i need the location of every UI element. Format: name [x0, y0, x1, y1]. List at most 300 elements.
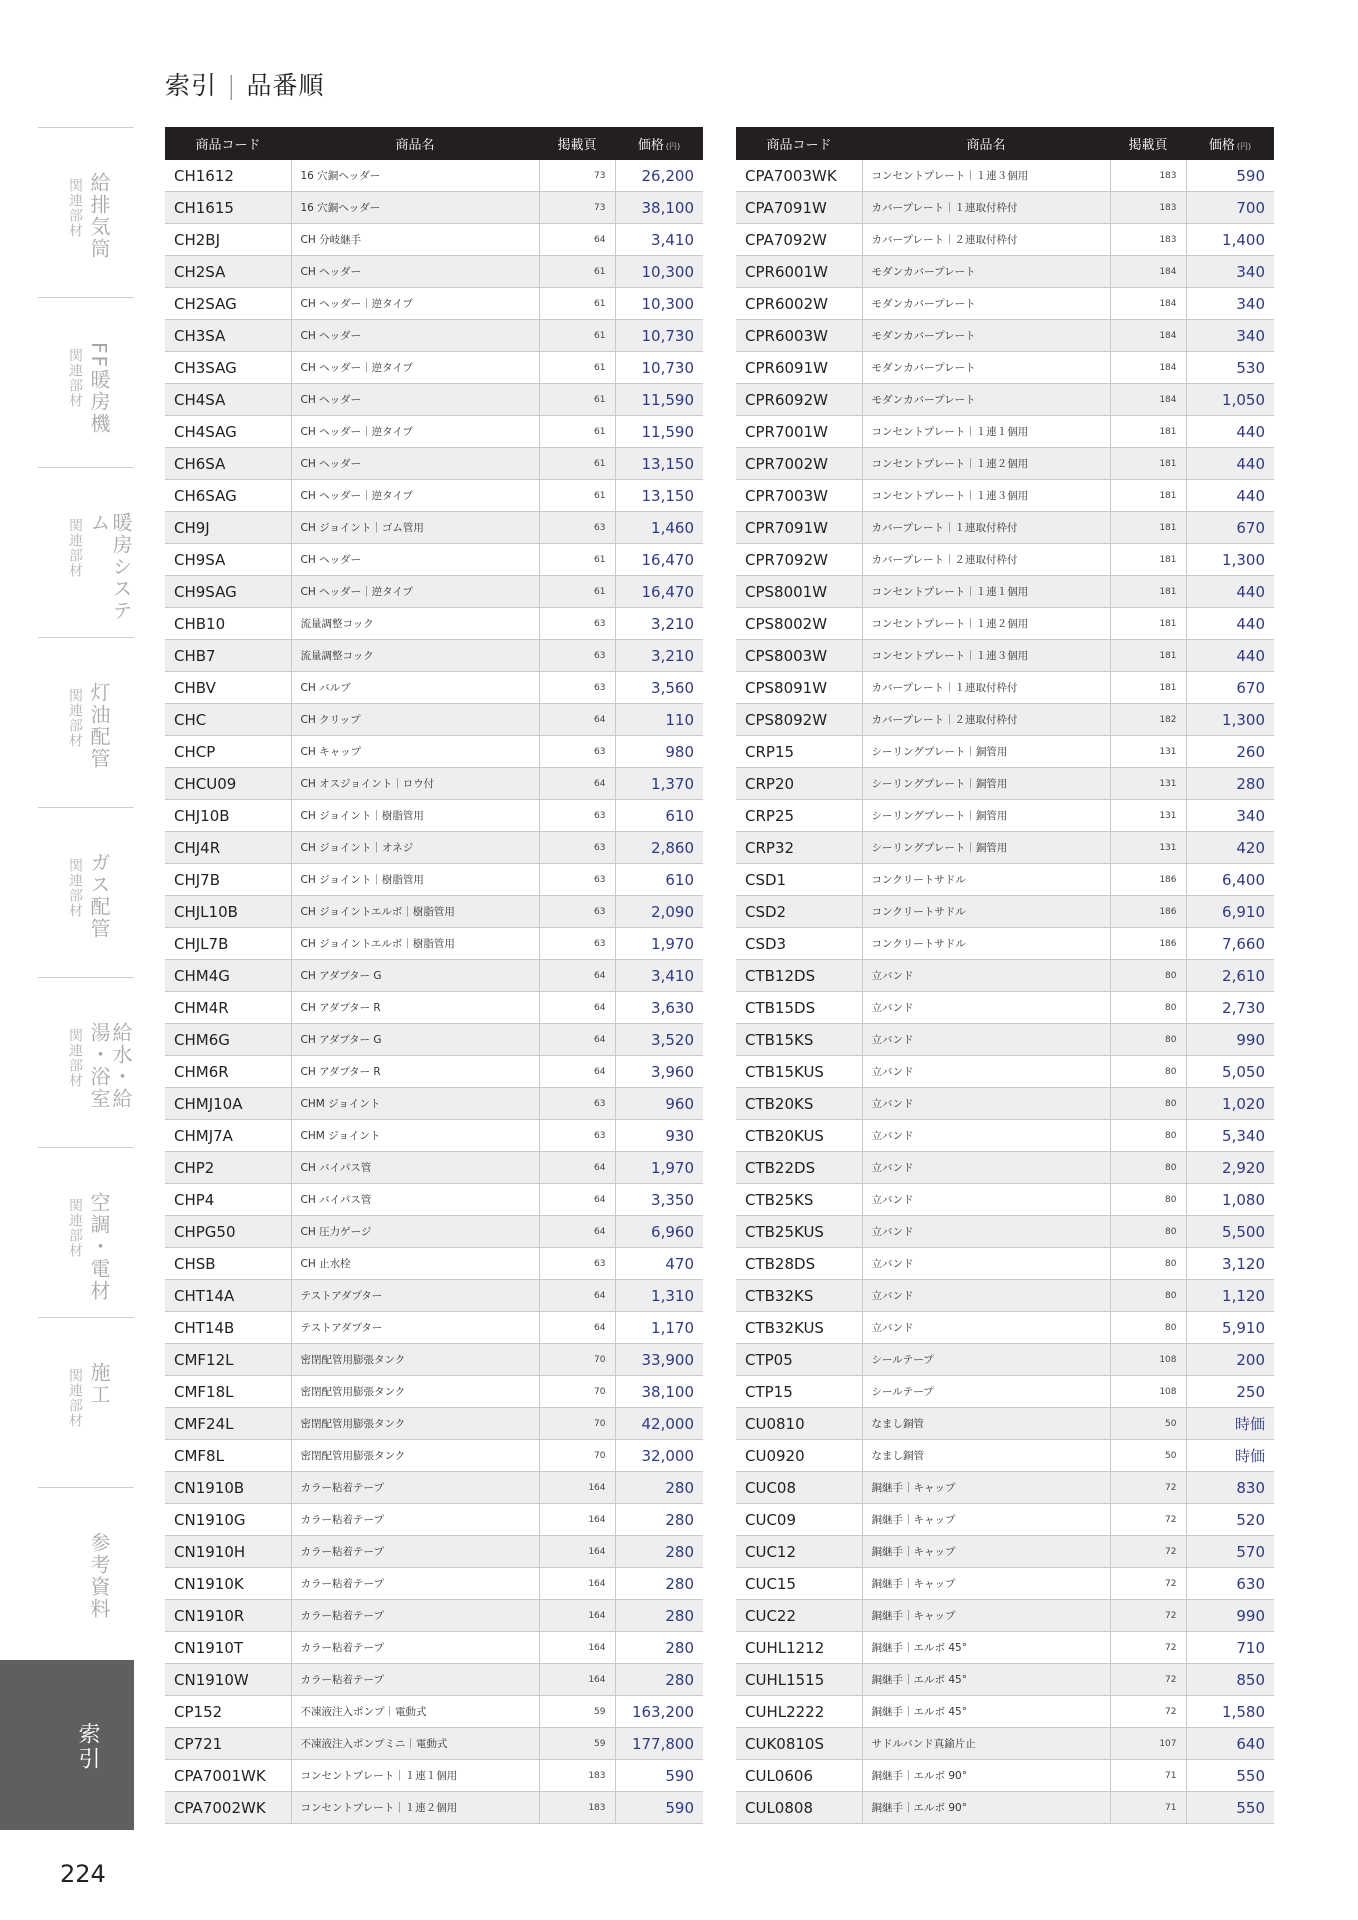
table-row: [736, 1568, 1274, 1600]
product-name: CH ジョイント｜樹脂管用: [291, 800, 539, 832]
price: 6,960: [615, 1216, 703, 1248]
header-name: 商品名: [291, 127, 539, 160]
product-name: CH ヘッダー: [291, 256, 539, 288]
sidebar-item-sublabel: 関連部材: [67, 518, 83, 578]
sidebar-item-label: 灯油配管: [87, 682, 111, 770]
catalog-page: 80: [1110, 1056, 1186, 1088]
catalog-page: 63: [539, 1088, 615, 1120]
product-name: コンクリートサドル: [862, 864, 1110, 896]
price: 13,150: [615, 480, 703, 512]
price: 16,470: [615, 544, 703, 576]
catalog-page: 63: [539, 928, 615, 960]
table-row: [165, 960, 703, 992]
catalog-page: 61: [539, 288, 615, 320]
sidebar-item-label: 索引: [75, 1722, 100, 1772]
table-row: [165, 1088, 703, 1120]
header-name: 商品名: [862, 127, 1110, 160]
price: 11,590: [615, 384, 703, 416]
sidebar-item[interactable]: [38, 1317, 134, 1488]
catalog-page: 108: [1110, 1376, 1186, 1408]
product-name: CH オスジョイント｜ロウ付: [291, 768, 539, 800]
product-name: 密閉配管用膨張タンク: [291, 1344, 539, 1376]
table-row: [736, 1312, 1274, 1344]
price: 1,970: [615, 928, 703, 960]
product-code: CPR7001W: [736, 416, 862, 448]
table-row: [736, 384, 1274, 416]
table-row: [736, 864, 1274, 896]
table-row: [736, 1248, 1274, 1280]
product-name: CH アダプター R: [291, 1056, 539, 1088]
table-row: [736, 192, 1274, 224]
product-code: CHSB: [165, 1248, 291, 1280]
table-row: [736, 832, 1274, 864]
product-code: CTB15KS: [736, 1024, 862, 1056]
product-code: CUHL2222: [736, 1696, 862, 1728]
price: 3,560: [615, 672, 703, 704]
product-code: CN1910R: [165, 1600, 291, 1632]
product-name: CH ヘッダー｜逆タイプ: [291, 480, 539, 512]
catalog-page: 63: [539, 800, 615, 832]
product-code: CH4SAG: [165, 416, 291, 448]
product-code: CSD3: [736, 928, 862, 960]
price: 7,660: [1186, 928, 1274, 960]
catalog-page: 72: [1110, 1472, 1186, 1504]
price: 5,340: [1186, 1120, 1274, 1152]
table-row: [736, 224, 1274, 256]
sidebar-item[interactable]: [38, 467, 134, 638]
catalog-page: 71: [1110, 1792, 1186, 1824]
product-name: CH ヘッダー｜逆タイプ: [291, 288, 539, 320]
sidebar-item-sublabel: 関連部材: [67, 1198, 83, 1258]
price: 550: [1186, 1760, 1274, 1792]
catalog-page: 182: [1110, 704, 1186, 736]
header-code: 商品コード: [165, 127, 291, 160]
product-name: CH クリップ: [291, 704, 539, 736]
catalog-page: 80: [1110, 1184, 1186, 1216]
product-name: カラー粘着テープ: [291, 1536, 539, 1568]
product-code: CPR7003W: [736, 480, 862, 512]
price: 3,410: [615, 224, 703, 256]
catalog-page: 63: [539, 512, 615, 544]
product-code: CPS8091W: [736, 672, 862, 704]
product-code: CH9SA: [165, 544, 291, 576]
price: 177,800: [615, 1728, 703, 1760]
table-row: [165, 1632, 703, 1664]
table-row: [736, 1344, 1274, 1376]
table-row: [736, 1792, 1274, 1824]
catalog-page: 80: [1110, 1248, 1186, 1280]
product-name: 立バンド: [862, 1120, 1110, 1152]
price: 590: [615, 1760, 703, 1792]
product-code: CP152: [165, 1696, 291, 1728]
product-name: 不凍液注入ポンプミニ｜電動式: [291, 1728, 539, 1760]
product-code: CHMJ7A: [165, 1120, 291, 1152]
sidebar-item[interactable]: [38, 1487, 134, 1658]
sidebar-item[interactable]: [38, 637, 134, 808]
product-name: 立バンド: [862, 1248, 1110, 1280]
table-row: [165, 1760, 703, 1792]
product-code: CTB28DS: [736, 1248, 862, 1280]
product-code: CHJL10B: [165, 896, 291, 928]
product-name: 立バンド: [862, 960, 1110, 992]
price: 570: [1186, 1536, 1274, 1568]
table-row: [165, 480, 703, 512]
price: 3,960: [615, 1056, 703, 1088]
product-name: CH アダプター R: [291, 992, 539, 1024]
product-code: CUC15: [736, 1568, 862, 1600]
table-row: [165, 768, 703, 800]
catalog-page: 61: [539, 384, 615, 416]
price: 670: [1186, 672, 1274, 704]
product-name: シールテープ: [862, 1344, 1110, 1376]
header-price: [1186, 127, 1274, 160]
catalog-page: 61: [539, 448, 615, 480]
price: 5,050: [1186, 1056, 1274, 1088]
catalog-page: 164: [539, 1600, 615, 1632]
catalog-page: 183: [539, 1792, 615, 1824]
product-code: CH4SA: [165, 384, 291, 416]
product-code: CTB15DS: [736, 992, 862, 1024]
product-code: CPA7092W: [736, 224, 862, 256]
price: 610: [615, 800, 703, 832]
sidebar-item-sublabel: 関連部材: [67, 348, 83, 408]
product-name: モダンカバープレート: [862, 352, 1110, 384]
product-code: CTB15KUS: [736, 1056, 862, 1088]
table-row: [736, 1600, 1274, 1632]
product-name: 銅継手｜キャップ: [862, 1504, 1110, 1536]
product-code: CTP05: [736, 1344, 862, 1376]
table-row: [165, 1024, 703, 1056]
catalog-page: 63: [539, 672, 615, 704]
table-header-row: [165, 127, 703, 160]
catalog-page: 80: [1110, 1024, 1186, 1056]
product-code: CHT14A: [165, 1280, 291, 1312]
product-code: CN1910K: [165, 1568, 291, 1600]
catalog-page: 183: [539, 1760, 615, 1792]
price: 163,200: [615, 1696, 703, 1728]
product-code: CHBV: [165, 672, 291, 704]
sidebar-item-sublabel: 関連部材: [67, 858, 83, 918]
table-row: [165, 736, 703, 768]
price: 850: [1186, 1664, 1274, 1696]
table-row: [736, 1280, 1274, 1312]
price: 440: [1186, 416, 1274, 448]
sidebar-item-label: 給水・給湯・浴室: [87, 1022, 133, 1110]
catalog-page: 72: [1110, 1696, 1186, 1728]
catalog-page: 80: [1110, 1280, 1186, 1312]
product-name: カバープレート｜１連取付枠付: [862, 512, 1110, 544]
price: 33,900: [615, 1344, 703, 1376]
price: 710: [1186, 1632, 1274, 1664]
product-name: 銅継手｜キャップ: [862, 1600, 1110, 1632]
price: 340: [1186, 256, 1274, 288]
table-row: [736, 1664, 1274, 1696]
product-code: CSD2: [736, 896, 862, 928]
catalog-page: 64: [539, 960, 615, 992]
product-code: CUC22: [736, 1600, 862, 1632]
sidebar-item-label: 空調・電材: [87, 1192, 111, 1302]
catalog-page: 64: [539, 992, 615, 1024]
table-row: [165, 896, 703, 928]
sidebar-item[interactable]: [38, 297, 134, 468]
product-name: シーリングプレート｜銅管用: [862, 768, 1110, 800]
price: 640: [1186, 1728, 1274, 1760]
price: 42,000: [615, 1408, 703, 1440]
catalog-page: 70: [539, 1440, 615, 1472]
product-code: CTB32KS: [736, 1280, 862, 1312]
index-table-left: [165, 127, 703, 1824]
product-code: CHB7: [165, 640, 291, 672]
product-name: コンセントプレート｜１連３個用: [862, 640, 1110, 672]
price: 530: [1186, 352, 1274, 384]
price: 610: [615, 864, 703, 896]
table-row: [165, 1728, 703, 1760]
price: 440: [1186, 448, 1274, 480]
product-code: CPS8092W: [736, 704, 862, 736]
catalog-page: 61: [539, 480, 615, 512]
product-name: CH ヘッダー: [291, 448, 539, 480]
product-name: テストアダプター: [291, 1280, 539, 1312]
catalog-page: 71: [1110, 1760, 1186, 1792]
price: 1,300: [1186, 704, 1274, 736]
price: 830: [1186, 1472, 1274, 1504]
table-row: [736, 320, 1274, 352]
table-row: [165, 544, 703, 576]
product-code: CRP15: [736, 736, 862, 768]
table-row: [165, 576, 703, 608]
product-code: CTB20KUS: [736, 1120, 862, 1152]
product-code: CN1910T: [165, 1632, 291, 1664]
price: 1,400: [1186, 224, 1274, 256]
table-row: [165, 928, 703, 960]
catalog-page: 63: [539, 1120, 615, 1152]
product-name: コンセントプレート｜１連１個用: [291, 1760, 539, 1792]
catalog-page: 59: [539, 1696, 615, 1728]
catalog-page: 64: [539, 768, 615, 800]
product-code: CRP20: [736, 768, 862, 800]
product-code: CUK0810S: [736, 1728, 862, 1760]
sidebar-item-label: 給排気筒: [87, 172, 111, 260]
catalog-page: 184: [1110, 352, 1186, 384]
price: 200: [1186, 1344, 1274, 1376]
catalog-page: 72: [1110, 1536, 1186, 1568]
product-name: シーリングプレート｜銅管用: [862, 800, 1110, 832]
table-row: [165, 1536, 703, 1568]
header-price: [615, 127, 703, 160]
table-row: [736, 1376, 1274, 1408]
price: 340: [1186, 320, 1274, 352]
product-code: CH9J: [165, 512, 291, 544]
table-header-row: [736, 127, 1274, 160]
price: 1,370: [615, 768, 703, 800]
product-code: CPR6092W: [736, 384, 862, 416]
price: 10,730: [615, 320, 703, 352]
catalog-page: 164: [539, 1568, 615, 1600]
product-name: シールテープ: [862, 1376, 1110, 1408]
table-row: [165, 640, 703, 672]
product-code: CMF12L: [165, 1344, 291, 1376]
table-row: [165, 704, 703, 736]
product-code: CU0810: [736, 1408, 862, 1440]
header-price-label: 価格: [1208, 138, 1235, 153]
catalog-page: 181: [1110, 608, 1186, 640]
catalog-page: 64: [539, 224, 615, 256]
product-code: CPA7003WK: [736, 160, 862, 192]
catalog-page: 72: [1110, 1632, 1186, 1664]
catalog-page: 164: [539, 1504, 615, 1536]
table-row: [736, 416, 1274, 448]
catalog-page: 63: [539, 608, 615, 640]
price: 260: [1186, 736, 1274, 768]
catalog-page: 50: [1110, 1440, 1186, 1472]
price: 1,020: [1186, 1088, 1274, 1120]
table-row: [165, 320, 703, 352]
price: 3,520: [615, 1024, 703, 1056]
price: 38,100: [615, 192, 703, 224]
product-code: CUC12: [736, 1536, 862, 1568]
product-name: 立バンド: [862, 1152, 1110, 1184]
product-name: テストアダプター: [291, 1312, 539, 1344]
product-code: CHCP: [165, 736, 291, 768]
table-row: [736, 1696, 1274, 1728]
catalog-page: 80: [1110, 1152, 1186, 1184]
catalog-page: 61: [539, 352, 615, 384]
product-name: 流量調整コック: [291, 640, 539, 672]
product-code: CHPG50: [165, 1216, 291, 1248]
catalog-page: 63: [539, 736, 615, 768]
price: 630: [1186, 1568, 1274, 1600]
table-row: [165, 1792, 703, 1824]
product-code: CHJ7B: [165, 864, 291, 896]
price: 3,120: [1186, 1248, 1274, 1280]
catalog-page: 80: [1110, 1120, 1186, 1152]
price: 440: [1186, 480, 1274, 512]
table-row: [736, 1440, 1274, 1472]
price: 700: [1186, 192, 1274, 224]
table-row: [736, 1024, 1274, 1056]
sidebar-item[interactable]: [38, 807, 134, 978]
product-code: CP721: [165, 1728, 291, 1760]
price: 32,000: [615, 1440, 703, 1472]
sidebar-item[interactable]: [38, 127, 134, 298]
table-row: [165, 832, 703, 864]
product-code: CPS8002W: [736, 608, 862, 640]
table-row: [736, 1152, 1274, 1184]
table-row: [165, 1696, 703, 1728]
catalog-page: 73: [539, 160, 615, 192]
sidebar-item-index-active[interactable]: [0, 1660, 134, 1830]
catalog-page: 164: [539, 1664, 615, 1696]
product-code: CTB20KS: [736, 1088, 862, 1120]
product-code: CTB12DS: [736, 960, 862, 992]
product-code: CHC: [165, 704, 291, 736]
product-code: CH1612: [165, 160, 291, 192]
table-row: [165, 1120, 703, 1152]
table-row: [165, 992, 703, 1024]
catalog-page: 61: [539, 416, 615, 448]
product-code: CHCU09: [165, 768, 291, 800]
product-code: CUC08: [736, 1472, 862, 1504]
sidebar-item-sublabel: 関連部材: [67, 178, 83, 238]
price: 280: [1186, 768, 1274, 800]
table-row: [736, 448, 1274, 480]
product-code: CH2SA: [165, 256, 291, 288]
table-row: [736, 1504, 1274, 1536]
catalog-page: 63: [539, 832, 615, 864]
product-code: CPS8003W: [736, 640, 862, 672]
table-row: [736, 768, 1274, 800]
header-page: 掲載頁: [1110, 127, 1186, 160]
product-code: CH3SAG: [165, 352, 291, 384]
catalog-page: 72: [1110, 1504, 1186, 1536]
product-name: CH ヘッダー｜逆タイプ: [291, 576, 539, 608]
price: 250: [1186, 1376, 1274, 1408]
product-code: CHMJ10A: [165, 1088, 291, 1120]
catalog-page: 164: [539, 1632, 615, 1664]
table-row: [165, 608, 703, 640]
product-code: CPR7091W: [736, 512, 862, 544]
catalog-page: 64: [539, 1184, 615, 1216]
product-code: CHJ4R: [165, 832, 291, 864]
product-name: 立バンド: [862, 1280, 1110, 1312]
catalog-page: 64: [539, 704, 615, 736]
sidebar-item[interactable]: [38, 1147, 134, 1318]
table-row: [165, 672, 703, 704]
product-name: カバープレート｜１連取付枠付: [862, 672, 1110, 704]
catalog-page: 164: [539, 1536, 615, 1568]
product-name: コンセントプレート｜１連３個用: [862, 480, 1110, 512]
table-row: [736, 1632, 1274, 1664]
catalog-page: 64: [539, 1056, 615, 1088]
price: 16,470: [615, 576, 703, 608]
catalog-page: 186: [1110, 928, 1186, 960]
catalog-page: 184: [1110, 256, 1186, 288]
table-row: [736, 1472, 1274, 1504]
product-name: 銅継手｜キャップ: [862, 1536, 1110, 1568]
product-code: CTB22DS: [736, 1152, 862, 1184]
product-name: 銅継手｜エルボ 90°: [862, 1760, 1110, 1792]
catalog-page: 61: [539, 544, 615, 576]
price: 10,730: [615, 352, 703, 384]
catalog-page: 61: [539, 256, 615, 288]
product-name: CH ヘッダー: [291, 544, 539, 576]
table-row: [165, 512, 703, 544]
table-row: [165, 160, 703, 192]
product-code: CH6SA: [165, 448, 291, 480]
price: 1,970: [615, 1152, 703, 1184]
product-name: 立バンド: [862, 1216, 1110, 1248]
product-name: CH ジョイント｜オネジ: [291, 832, 539, 864]
table-row: [736, 1184, 1274, 1216]
product-name: コンセントプレート｜１連２個用: [291, 1792, 539, 1824]
product-code: CUL0606: [736, 1760, 862, 1792]
table-row: [736, 1728, 1274, 1760]
catalog-page: 70: [539, 1408, 615, 1440]
table-row: [165, 1440, 703, 1472]
price: 1,300: [1186, 544, 1274, 576]
price: 3,210: [615, 640, 703, 672]
product-code: CTB25KS: [736, 1184, 862, 1216]
price: 3,630: [615, 992, 703, 1024]
product-name: 立バンド: [862, 1088, 1110, 1120]
price: 280: [615, 1536, 703, 1568]
table-row: [736, 1120, 1274, 1152]
sidebar-item[interactable]: [38, 977, 134, 1148]
product-code: CUHL1212: [736, 1632, 862, 1664]
product-code: CHJL7B: [165, 928, 291, 960]
price: 26,200: [615, 160, 703, 192]
product-name: カバープレート｜２連取付枠付: [862, 544, 1110, 576]
